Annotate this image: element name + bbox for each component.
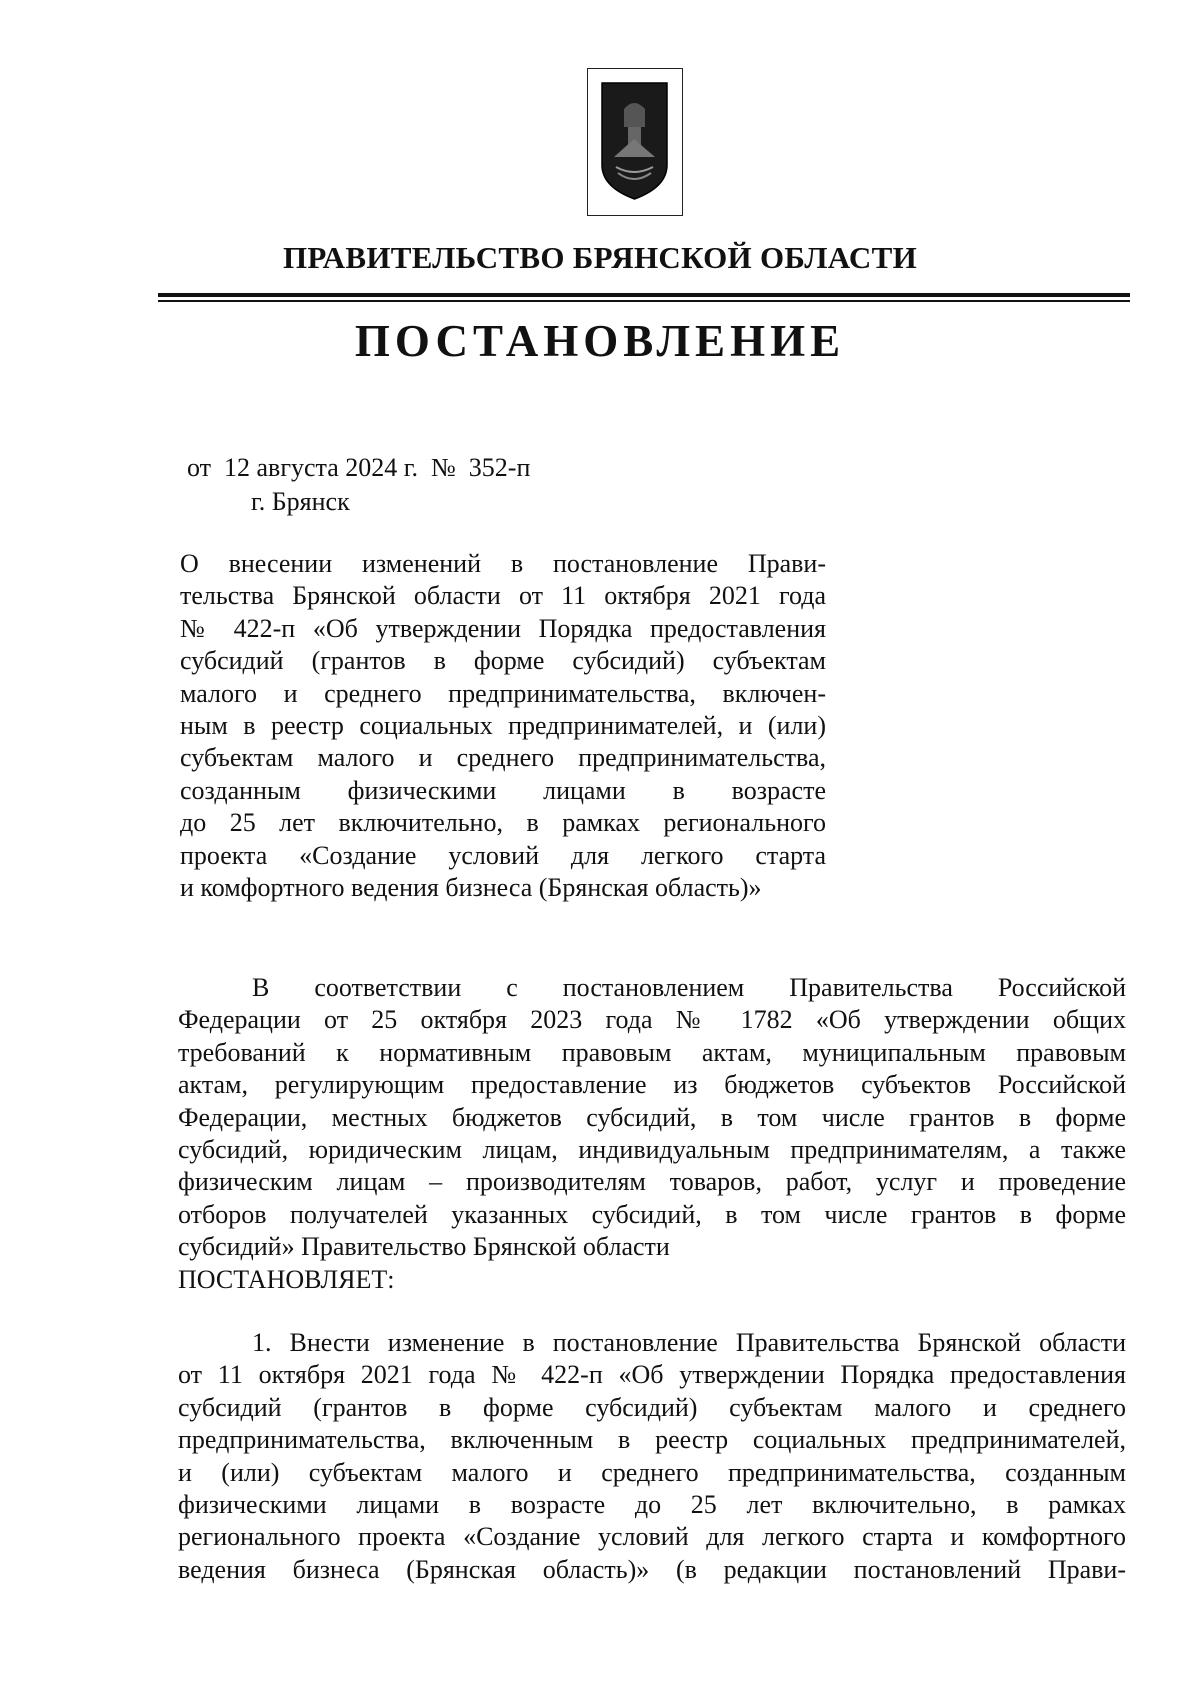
resolves-word: ПОСТАНОВЛЯЕТ: bbox=[178, 1264, 395, 1294]
subject-line: № 422-п «Об утверждении Порядка предоставления bbox=[180, 613, 826, 643]
preamble-line: Федерации, местных бюджетов субсидий, в том числе грантов в форме bbox=[178, 1102, 1126, 1132]
document-type-title: ПОСТАНОВЛЕНИЕ bbox=[354, 316, 846, 366]
subject-line: субъектам малого и среднего предпринимательства, bbox=[180, 743, 826, 773]
preamble-paragraph bbox=[178, 972, 1126, 1296]
subject-line: до 25 лет включительно, в рамках регионального bbox=[180, 808, 826, 838]
subject-line: проекта «Создание условий для легкого старта bbox=[180, 840, 826, 870]
subject-line: субсидий (грантов в форме субсидий) субъектам bbox=[180, 646, 826, 676]
preamble-line: субсидий, юридическим лицам, индивидуальным предпринимателям, а также bbox=[178, 1134, 1126, 1164]
item-1-paragraph bbox=[178, 1327, 1126, 1586]
coat-of-arms-emblem bbox=[587, 68, 683, 216]
date-and-number: от 12 августа 2024 г. № 352-п bbox=[187, 453, 531, 482]
item-line: и (или) субъектам малого и среднего предпринимательства, созданным bbox=[178, 1457, 1126, 1487]
item-line: субсидий (грантов в форме субсидий) субъектам малого и среднего bbox=[178, 1392, 1126, 1422]
subject-line: тельства Брянской области от 11 октября 2021 года bbox=[180, 581, 826, 611]
subject-line: и комфортного ведения бизнеса (Брянская область)» bbox=[180, 872, 762, 902]
preamble-line: отборов получателей указанных субсидий, в том числе грантов в форме bbox=[178, 1199, 1126, 1229]
item-line: 1. Внести изменение в постановление Правительства Брянской области bbox=[252, 1328, 1126, 1357]
subject-line: О внесении изменений в постановление Прави- bbox=[180, 549, 826, 578]
header-rule-thin bbox=[158, 300, 1130, 302]
organization-name: ПРАВИТЕЛЬСТВО БРЯНСКОЙ ОБЛАСТИ bbox=[282, 240, 918, 275]
preamble-line: физическим лицам – производителям товаров, работ, услуг и проведение bbox=[178, 1167, 1126, 1197]
item-line: физическими лицами в возрасте до 25 лет включительно, в рамках bbox=[178, 1489, 1126, 1519]
item-line: от 11 октября 2021 года № 422-п «Об утверждении Порядка предоставления bbox=[178, 1360, 1126, 1390]
document-subject bbox=[180, 548, 826, 904]
subject-line: созданным физическими лицами в возрасте bbox=[180, 775, 826, 805]
item-line: регионального проекта «Создание условий для легкого старта и комфортного bbox=[178, 1522, 1126, 1552]
preamble-line: Федерации от 25 октября 2023 года № 1782 «Об утверждении общих bbox=[178, 1005, 1126, 1035]
subject-line: малого и среднего предпринимательства, включен- bbox=[180, 678, 826, 708]
item-line: предпринимательства, включенным в реестр социальных предпринимателей, bbox=[178, 1425, 1126, 1455]
city: г. Брянск bbox=[251, 487, 350, 516]
preamble-line: актам, регулирующим предоставление из бюджетов субъектов Российской bbox=[178, 1070, 1126, 1100]
header-rule-thick bbox=[158, 293, 1130, 297]
preamble-line: субсидий» Правительство Брянской области bbox=[178, 1232, 670, 1262]
item-line: ведения бизнеса (Брянская область)» (в редакции постановлений Прави- bbox=[178, 1554, 1126, 1584]
subject-line: ным в реестр социальных предпринимателей, и (или) bbox=[180, 710, 826, 740]
preamble-line: В соответствии с постановлением Правительства Российской bbox=[252, 973, 1126, 1002]
preamble-line: требований к нормативным правовым актам, муниципальным правовым bbox=[178, 1037, 1126, 1067]
